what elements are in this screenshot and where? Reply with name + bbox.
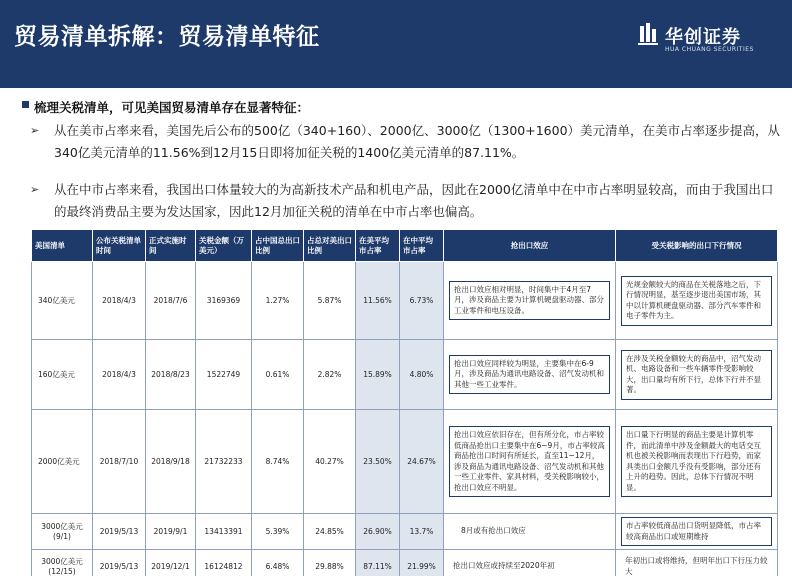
front-loading-box: 抢出口效应依旧存在，但有所分化，市占率较低商品抢出口主要集中在6~9月，市占率较高商品抢出口时间有所延长，直至11~12月，涉及商品为通讯电路设备、沼气发动机和其他一些工业零件、家具材料，受关税影响较小，抢出口效应不明显。: [449, 426, 610, 497]
cell-announce: 2018/4/3: [93, 340, 146, 410]
table-row: [32, 514, 778, 550]
intro-point-text: 从在美市占率来看，美国先后公布的500亿（340+160）、2000亿、3000亿（1300+1600）美元清单，在美市占率逐步提高，从340亿美元清单的11.56%到12月15日即将加征关税的1400亿美元清单的87.11%。: [54, 123, 781, 160]
intro-point-2: [30, 179, 782, 223]
cell-list: 3000亿美元(9/1): [32, 514, 93, 550]
intro-point-text: 从在中市占率来看，我国出口体量较大的为高新技术产品和机电产品，因此在2000亿清单中在中市占率明显较高，而由于我国出口的最终消费品主要为发达国家，因此12月加征关税的清单在中市占率也偏高。: [54, 182, 774, 219]
cell-announce: 2019/5/13: [93, 550, 146, 576]
decline-text: 年初出口或将维持，但明年出口下行压力较大: [625, 556, 768, 576]
cell-front-loading: [444, 514, 616, 550]
column-header: 占中国总出口比例: [252, 230, 304, 262]
cell-share-us: 29.88%: [304, 550, 356, 576]
cell-decline: [616, 514, 778, 550]
brand-name: 华创证券: [665, 27, 741, 48]
cell-share-us: 2.82%: [304, 340, 356, 410]
page-title: 贸易清单拆解：贸易清单特征: [14, 24, 320, 50]
tariff-list-table: [31, 229, 777, 576]
front-loading-box: 抢出口效应相对明显，时间集中于4月至7月，涉及商品主要为计算机硬盘驱动器、部分工业零件和电压设备。: [449, 281, 610, 321]
cell-share-total: 0.61%: [252, 340, 304, 410]
cell-cn-market-share: 21.99%: [400, 550, 444, 576]
cell-front-loading: [444, 410, 616, 514]
cell-amount: 13413391: [196, 514, 252, 550]
cell-us-market-share: 26.90%: [356, 514, 400, 550]
square-bullet-icon: [22, 101, 29, 108]
front-loading-text: 8月或有抢出口效应: [461, 526, 526, 536]
cell-share-us: 40.27%: [304, 410, 356, 514]
cell-cn-market-share: 6.73%: [400, 262, 444, 340]
cell-list: 2000亿美元: [32, 410, 93, 514]
front-loading-box: 抢出口效应同样较为明显，主要集中在6-9月，涉及商品为通讯电路设备、沼气发动机和其他一些工业零件。: [449, 355, 610, 395]
front-loading-text: 抢出口效应或持续至2020年初: [453, 561, 555, 571]
cell-amount: 21732233: [196, 410, 252, 514]
cell-effective: 2018/7/6: [146, 262, 196, 340]
column-header: 在中平均市占率: [400, 230, 444, 262]
arrow-bullet-icon: ➢: [30, 183, 40, 196]
column-header: 受关税影响的出口下行情况: [616, 230, 778, 262]
brand-english-name: HUA CHUANG SECURITIES: [665, 46, 754, 53]
cell-us-market-share: 15.89%: [356, 340, 400, 410]
cell-us-market-share: 87.11%: [356, 550, 400, 576]
cell-decline: [616, 550, 778, 576]
cell-effective: 2018/9/18: [146, 410, 196, 514]
cell-cn-market-share: 24.67%: [400, 410, 444, 514]
column-header: 美国清单: [32, 230, 93, 262]
cell-cn-market-share: 4.80%: [400, 340, 444, 410]
intro-point-1: [30, 120, 782, 164]
cell-cn-market-share: 13.7%: [400, 514, 444, 550]
cell-share-total: 6.48%: [252, 550, 304, 576]
cell-amount: 16124812: [196, 550, 252, 576]
column-header: 正式实施时间: [146, 230, 196, 262]
table-row: [32, 550, 778, 576]
cell-decline: [616, 410, 778, 514]
cell-share-total: 8.74%: [252, 410, 304, 514]
decline-box: 光规金额较大的商品在关税落地之后，下行情况明显，基至逐步退出美国市场，其中以计算机硬盘驱动器、部分汽车零件和电子零件为主。: [621, 276, 772, 326]
decline-box: 在涉及关税金额较大的商品中，沼气发动机、电路设备和一些车辆零件受影响较大，出口量均有所下行，总体下行并不显著。: [621, 350, 772, 400]
cell-effective: 2019/12/1: [146, 550, 196, 576]
cell-decline: [616, 340, 778, 410]
decline-box: 出口量下行明显的商品主要是计算机零件，而此清单中涉及金额最大的电话交互机也被关税影响而表现出下行趋势，而家具类出口金额几乎没有受影响，部分还有上升的趋势。因此，总体下行情况不明显。: [621, 426, 772, 497]
cell-effective: 2019/9/1: [146, 514, 196, 550]
section-heading: 梳理关税清单，可见美国贸易清单存在显著特征：: [34, 100, 310, 115]
cell-front-loading: [444, 340, 616, 410]
cell-us-market-share: 23.50%: [356, 410, 400, 514]
cell-decline: [616, 262, 778, 340]
decline-box: 市占率较低商品出口货明显降低，市占率较高商品出口或短期维持: [621, 517, 772, 546]
cell-list: 3000亿美元(12/15): [32, 550, 93, 576]
cell-front-loading: [444, 550, 616, 576]
brand-icon: [638, 22, 660, 46]
column-header: 占总对美出口比例: [304, 230, 356, 262]
cell-share-total: 1.27%: [252, 262, 304, 340]
cell-effective: 2018/8/23: [146, 340, 196, 410]
cell-share-total: 5.39%: [252, 514, 304, 550]
cell-amount: 1522749: [196, 340, 252, 410]
cell-amount: 3169369: [196, 262, 252, 340]
brand-logo: [638, 22, 756, 58]
column-header: 抢出口效应: [444, 230, 616, 262]
title-bar: [0, 0, 792, 88]
column-header: 公布关税清单时间: [93, 230, 146, 262]
cell-announce: 2018/7/10: [93, 410, 146, 514]
cell-share-us: 5.87%: [304, 262, 356, 340]
arrow-bullet-icon: ➢: [30, 124, 40, 137]
cell-announce: 2019/5/13: [93, 514, 146, 550]
cell-list: 340亿美元: [32, 262, 93, 340]
table-header-row: [32, 230, 778, 262]
cell-share-us: 24.85%: [304, 514, 356, 550]
column-header: 在美平均市占率: [356, 230, 400, 262]
cell-us-market-share: 11.56%: [356, 262, 400, 340]
table-row: [32, 262, 778, 340]
table-row: [32, 340, 778, 410]
table-row: [32, 410, 778, 514]
column-header: 关税金额（万美元）: [196, 230, 252, 262]
cell-announce: 2018/4/3: [93, 262, 146, 340]
cell-front-loading: [444, 262, 616, 340]
cell-list: 160亿美元: [32, 340, 93, 410]
